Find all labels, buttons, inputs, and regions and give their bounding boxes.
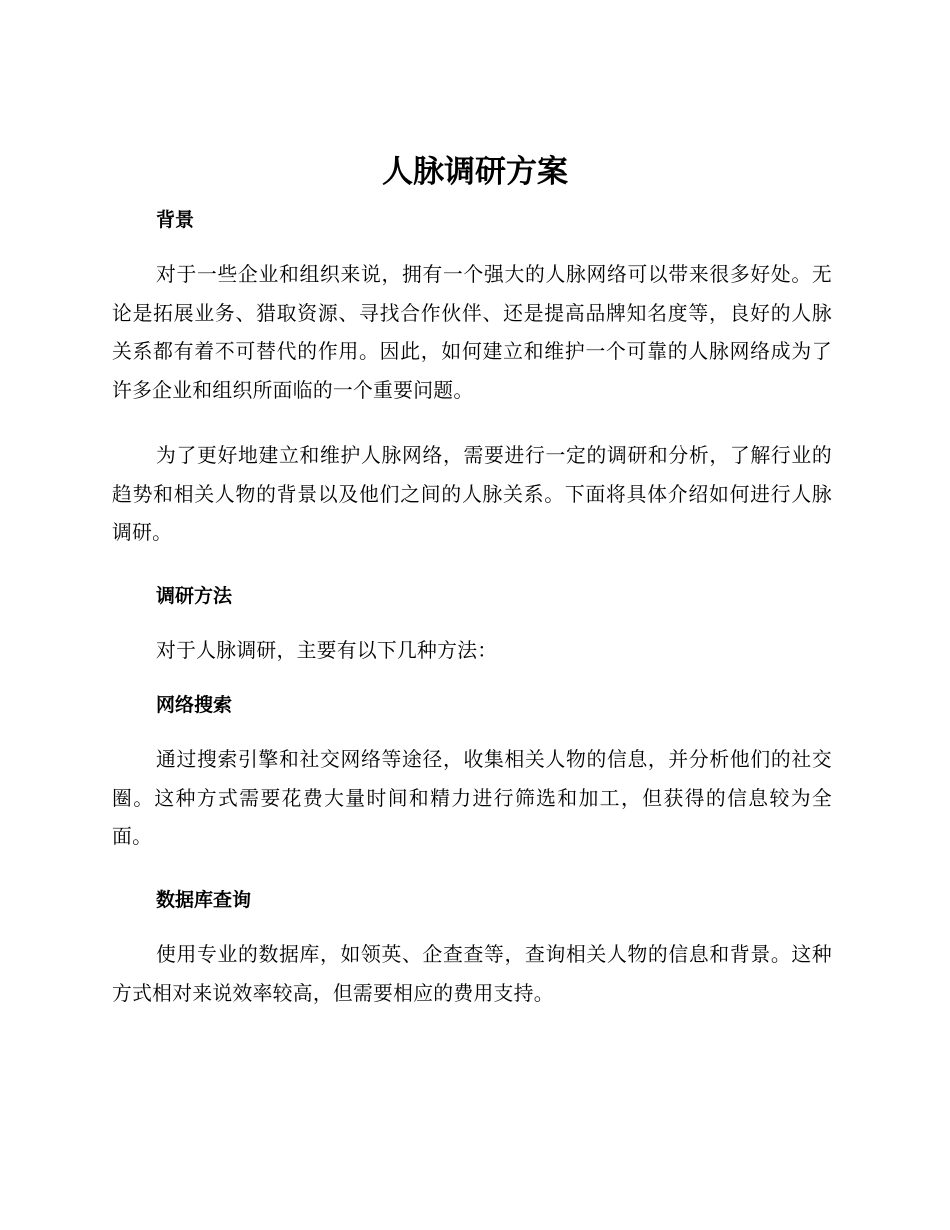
database-query-paragraph: 使用专业的数据库，如领英、企查查等，查询相关人物的信息和背景。这种方式相对来说效率较高，但需要相应的费用支持。 bbox=[112, 943, 832, 1005]
section-heading-background: 背景 bbox=[156, 209, 195, 231]
background-paragraph-1: 对于一些企业和组织来说，拥有一个强大的人脉网络可以带来很多好处。无论是拓展业务、猎取资源、寻找合作伙伴、还是提高品牌知名度等，良好的人脉关系都有着不可替代的作用。因此，如何建立和维护一个可靠的人脉网络成为了许多企业和组织所面临的一个重要问题。 bbox=[112, 263, 832, 402]
document-title: 人脉调研方案 bbox=[382, 154, 568, 190]
network-search-paragraph: 通过搜索引擎和社交网络等途径，收集相关人物的信息，并分析他们的社交圈。这种方式需要花费大量时间和精力进行筛选和加工，但获得的信息较为全面。 bbox=[112, 748, 832, 848]
section-heading-database-query: 数据库查询 bbox=[156, 889, 252, 911]
method-paragraph: 对于人脉调研，主要有以下几种方法： bbox=[156, 639, 498, 662]
section-heading-method: 调研方法 bbox=[156, 585, 233, 607]
section-heading-network-search: 网络搜索 bbox=[156, 694, 233, 716]
background-paragraph-2: 为了更好地建立和维护人脉网络，需要进行一定的调研和分析，了解行业的趋势和相关人物的背景以及他们之间的人脉关系。下面将具体介绍如何进行人脉调研。 bbox=[112, 444, 832, 544]
